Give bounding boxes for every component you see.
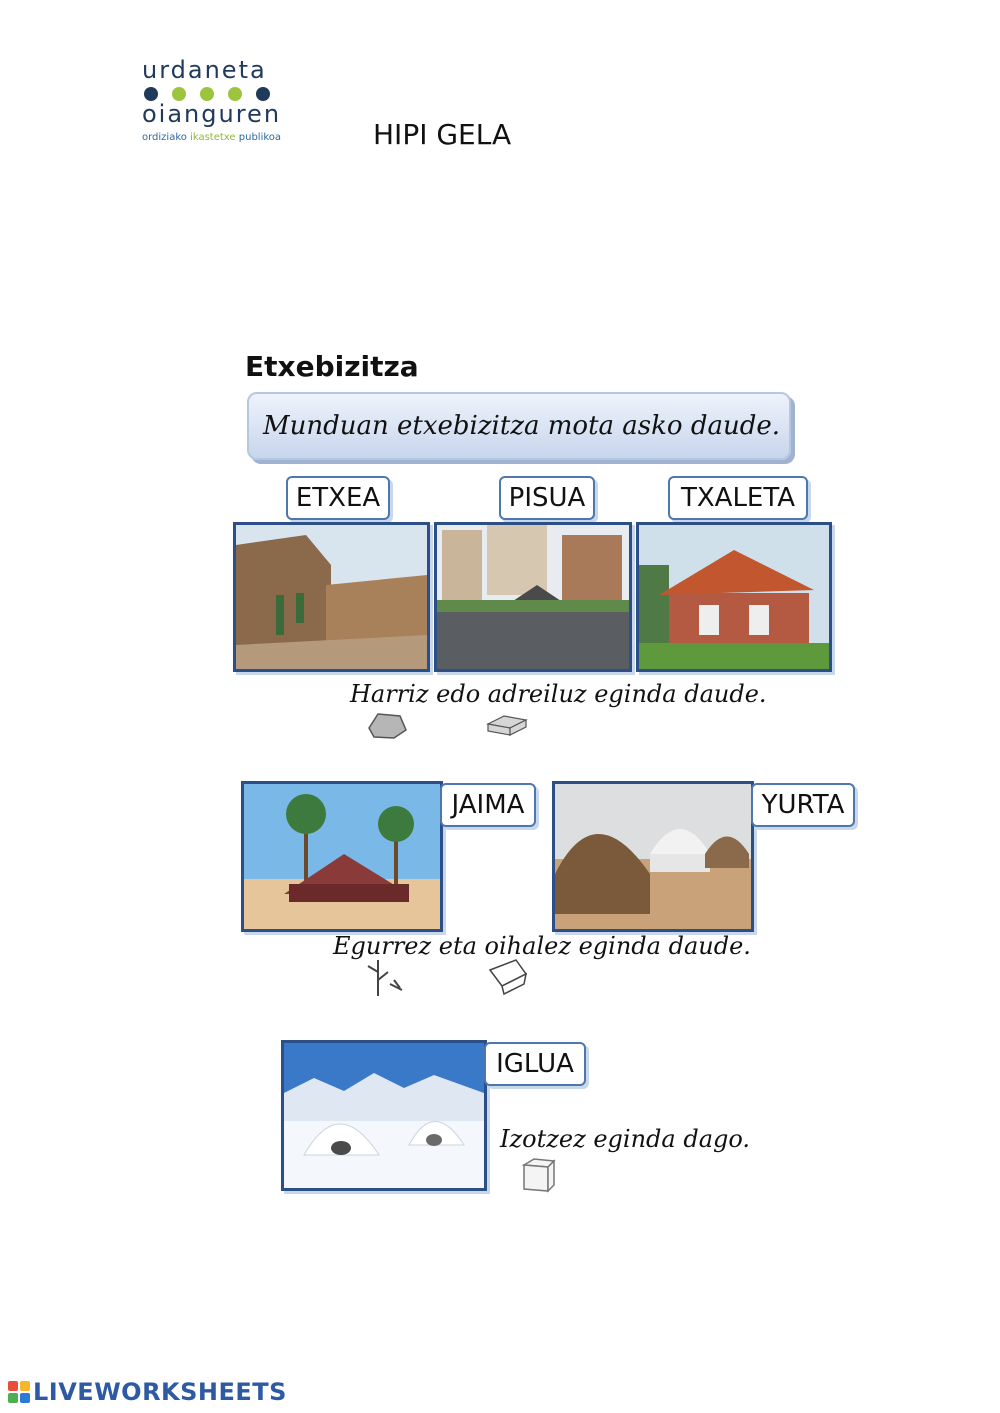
wood-branch-icon [364,958,408,998]
liveworksheets-logo-icon [8,1381,30,1403]
footer-brand[interactable] [8,1378,287,1406]
photo-pisua [434,522,632,672]
stone-icon [366,710,408,740]
logo-sub-b: ikastetxe [190,132,236,143]
bricks-icon [486,708,528,738]
caption-group3: Izotzez eginda dago. [500,1125,751,1153]
page-heading: HIPI GELA [373,118,512,151]
logo-dot [172,87,186,101]
footer-brand-text: LIVEWORKSHEETS [33,1378,287,1406]
logo-subtitle [142,132,281,143]
photo-yurta [552,781,754,932]
label-yurta: YURTA [751,783,855,827]
caption-group2: Egurrez eta oihalez eginda daude. [333,932,751,960]
caption-group1: Harriz edo adreiluz eginda daude. [350,680,767,708]
logo-dot [144,87,158,101]
label-jaima: JAIMA [440,783,536,827]
section-title: Etxebizitza [245,350,419,383]
label-iglua: IGLUA [484,1042,586,1086]
ice-block-icon [518,1155,560,1195]
logo-sub-c: publikoa [235,132,282,143]
photo-jaima [241,781,443,932]
photo-txaleta [636,522,832,672]
logo-dot [200,87,214,101]
logo-dots [144,87,270,101]
intro-text: Munduan etxebizitza mota asko daude. [263,411,781,441]
photo-iglua [281,1040,487,1191]
logo-sub-a: ordiziako [142,132,191,143]
logo-line2: oianguren [142,100,282,128]
label-txaleta: TXALETA [668,476,808,520]
logo-dot [228,87,242,101]
cloth-icon [486,956,530,996]
photo-etxea [233,522,430,672]
intro-box [247,392,791,460]
label-etxea: ETXEA [286,476,390,520]
logo-dot [256,87,270,101]
logo-line1: urdaneta [142,56,267,84]
label-pisua: PISUA [499,476,595,520]
